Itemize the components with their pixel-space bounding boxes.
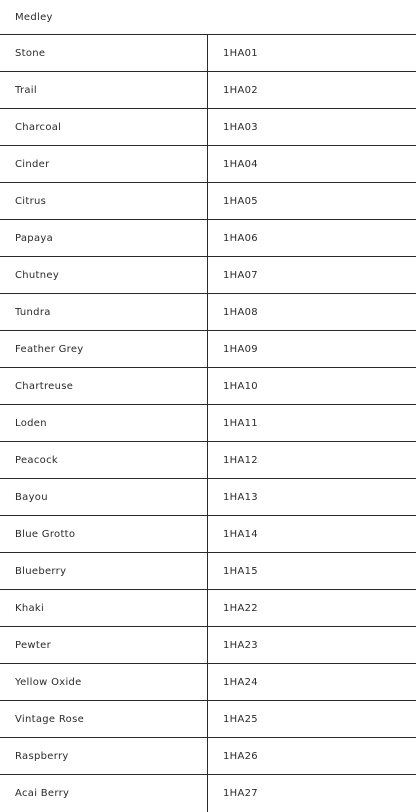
table-heading-row [0, 0, 416, 35]
color-code-cell: 1HA22 [223, 602, 258, 614]
table-row [0, 331, 416, 368]
color-name-cell: Raspberry [0, 738, 208, 774]
color-name-cell: Peacock [0, 442, 208, 478]
color-code-cell: 1HA24 [223, 676, 258, 688]
table-row [0, 627, 416, 664]
color-code-cell: 1HA09 [223, 343, 258, 355]
color-name-cell: Stone [0, 35, 208, 71]
color-name-cell: Tundra [0, 294, 208, 330]
table-row [0, 553, 416, 590]
color-code-cell: 1HA06 [223, 232, 258, 244]
table-row [0, 109, 416, 146]
color-code-cell: 1HA01 [223, 47, 258, 59]
color-code-cell: 1HA13 [223, 491, 258, 503]
color-name-cell: Trail [0, 72, 208, 108]
color-name-cell: Loden [0, 405, 208, 441]
table-row [0, 775, 416, 812]
table-row [0, 146, 416, 183]
color-name-cell: Cinder [0, 146, 208, 182]
table-row [0, 35, 416, 72]
color-name-cell: Pewter [0, 627, 208, 663]
color-code-cell: 1HA08 [223, 306, 258, 318]
color-code-cell: 1HA05 [223, 195, 258, 207]
table-body [0, 35, 416, 812]
color-code-cell: 1HA12 [223, 454, 258, 466]
color-code-cell: 1HA07 [223, 269, 258, 281]
table-row [0, 701, 416, 738]
color-name-cell: Feather Grey [0, 331, 208, 367]
color-name-cell: Bayou [0, 479, 208, 515]
color-code-cell: 1HA10 [223, 380, 258, 392]
color-name-cell: Blueberry [0, 553, 208, 589]
color-code-cell: 1HA27 [223, 788, 258, 799]
color-name-cell: Acai Berry [0, 775, 208, 812]
table-row [0, 72, 416, 109]
color-name-cell: Citrus [0, 183, 208, 219]
color-name-cell: Khaki [0, 590, 208, 626]
color-code-cell: 1HA23 [223, 639, 258, 651]
table-row [0, 479, 416, 516]
table-row [0, 183, 416, 220]
table-heading: Medley [15, 11, 53, 23]
table-row [0, 405, 416, 442]
color-code-cell: 1HA11 [223, 417, 258, 429]
color-code-cell: 1HA14 [223, 528, 258, 540]
table-row [0, 294, 416, 331]
table-row [0, 368, 416, 405]
color-code-cell: 1HA26 [223, 750, 258, 762]
table-row [0, 516, 416, 553]
table-row [0, 738, 416, 775]
table-row [0, 257, 416, 294]
table-row [0, 220, 416, 257]
color-name-cell: Vintage Rose [0, 701, 208, 737]
color-code-cell: 1HA15 [223, 565, 258, 577]
table-row [0, 442, 416, 479]
color-name-cell: Papaya [0, 220, 208, 256]
table-row [0, 590, 416, 627]
color-name-cell: Yellow Oxide [0, 664, 208, 700]
color-code-cell: 1HA25 [223, 713, 258, 725]
color-name-cell: Blue Grotto [0, 516, 208, 552]
color-code-cell: 1HA03 [223, 121, 258, 133]
color-name-cell: Charcoal [0, 109, 208, 145]
color-code-cell: 1HA04 [223, 158, 258, 170]
color-name-cell: Chutney [0, 257, 208, 293]
table-row [0, 664, 416, 701]
color-name-cell: Chartreuse [0, 368, 208, 404]
color-code-cell: 1HA02 [223, 84, 258, 96]
